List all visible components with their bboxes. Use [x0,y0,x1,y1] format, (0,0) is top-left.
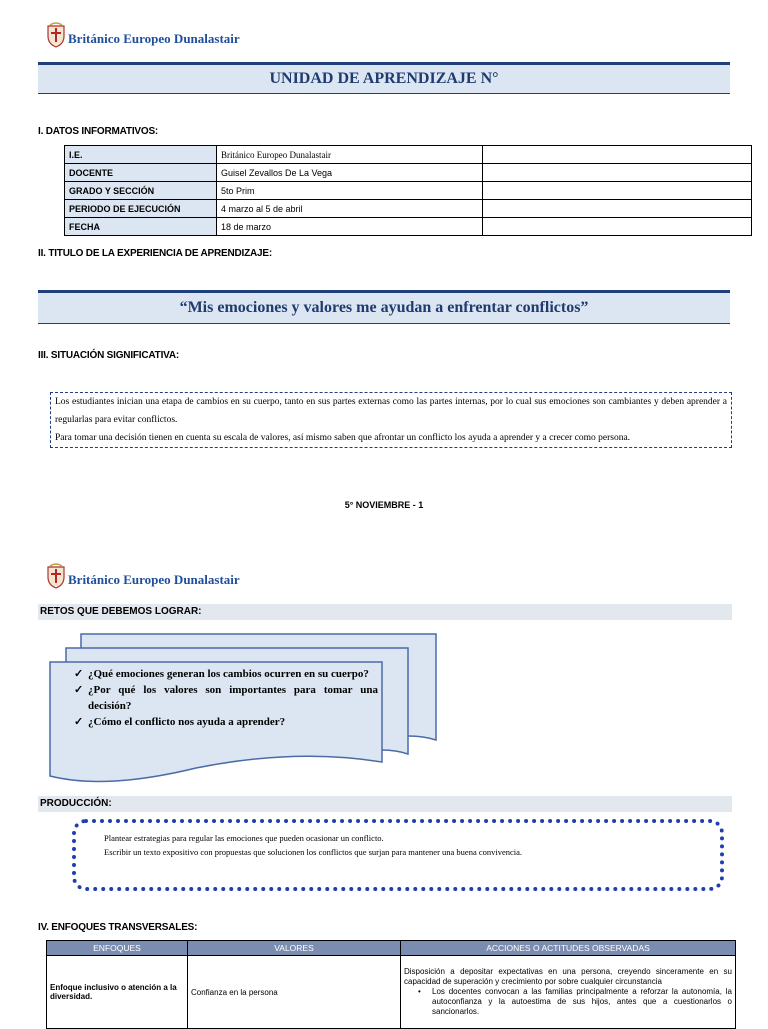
check-icon: ✓ [74,684,84,696]
table-row [65,164,752,182]
enfoque-cell: Enfoque inclusivo o atención a la diversidad. [47,956,188,1029]
info-extra [483,200,752,218]
info-value: Británico Europeo Dunalastair [217,146,483,164]
info-table [64,145,752,236]
section-titulo-heading: II. TITULO DE LA EXPERIENCIA DE APRENDIZAJE: [38,248,272,259]
list-item [74,714,378,730]
info-label: I.E. [65,146,217,164]
table-row [65,218,752,236]
school-name: Británico Europeo Dunalastair [68,31,240,46]
table-row [47,956,736,1029]
table-row [65,146,752,164]
info-value: 18 de marzo [217,218,483,236]
reto-text: ¿Por qué los valores son importantes para tomar una decisión? [88,684,378,712]
table-header-row [47,941,736,956]
accion-intro: Disposición a depositar expectativas en una persona, creyendo sinceramente en su capacidad de superación y crecimiento por sobre cualquier circunstancia [404,967,732,986]
situation-text-1: Los estudiantes inician una etapa de cambios en su cuerpo, tanto en sus partes externas como las partes internas, por lo cual sus emociones son cambiantes y deben aprender a regularlas para evitar conflictos. [55,397,727,425]
page-footer: 5° NOVIEMBRE - 1 [344,500,424,510]
info-label: FECHA [65,218,217,236]
info-label: DOCENTE [65,164,217,182]
valor-cell: Confianza en la persona [188,956,401,1029]
school-header-2 [46,563,240,589]
info-extra [483,146,752,164]
enfoques-table [46,940,736,1029]
table-row [65,200,752,218]
bullet-icon: • [418,987,421,996]
section-datos-heading: I. DATOS INFORMATIVOS: [38,126,159,137]
table-row [65,182,752,200]
check-icon: ✓ [74,668,84,680]
retos-heading: RETOS QUE DEBEMOS LOGRAR: [38,604,732,620]
experience-title: “Mis emociones y valores me ayudan a enfrentar conflictos” [179,299,589,316]
info-label: PERIODO DE EJECUCIÓN [65,200,217,218]
accion-cell [401,956,736,1029]
info-extra [483,164,752,182]
list-item [404,987,732,1017]
section-enfoques-heading: IV. ENFOQUES TRANSVERSALES: [38,922,198,933]
list-item [74,682,378,714]
column-header: ACCIONES O ACTITUDES OBSERVADAS [401,941,736,956]
info-label: GRADO Y SECCIÓN [65,182,217,200]
school-name: Británico Europeo Dunalastair [68,572,240,587]
school-header [46,22,240,48]
produccion-heading: PRODUCCIÓN: [38,796,732,812]
retos-list [74,666,378,730]
situation-box [50,392,732,448]
info-extra [483,182,752,200]
check-icon: ✓ [74,716,84,728]
experience-banner [38,290,730,324]
column-header: VALORES [188,941,401,956]
info-value: 4 marzo al 5 de abril [217,200,483,218]
situation-text-2: Para tomar una decisión tienen en cuenta su escala de valores, así mismo saben que afrontar un conflicto los ayuda a aprender y a crecer como persona. [55,433,631,443]
produccion-box [72,819,724,891]
reto-text: ¿Qué emociones generan los cambios ocurren en su cuerpo? [88,668,369,680]
section-situacion-heading: III. SITUACIÓN SIGNIFICATIVA: [38,350,180,361]
accion-bullet: Los docentes convocan a las familias principalmente a reforzar la autonomía, la autoconfianza y la autoestima de sus hijos, antes que a cuestionarlos o sancionarlos. [432,987,732,1016]
info-extra [483,218,752,236]
info-value: 5to Prim [217,182,483,200]
produccion-text-2: Escribir un texto expositivo con propuestas que solucionen los conflictos que surjan para mantener una buena convivencia. [104,847,523,857]
produccion-text-1: Plantear estrategias para regular las emociones que pueden ocasionar un conflicto. [104,833,384,843]
shield-logo-icon [46,563,66,589]
title-banner [38,62,730,94]
shield-logo-icon [46,22,66,48]
page-title: UNIDAD DE APRENDIZAJE N° [269,70,499,87]
info-value: Guisel Zevallos De La Vega [217,164,483,182]
list-item [74,666,378,682]
column-header: ENFOQUES [47,941,188,956]
reto-text: ¿Cómo el conflicto nos ayuda a aprender? [88,716,286,728]
